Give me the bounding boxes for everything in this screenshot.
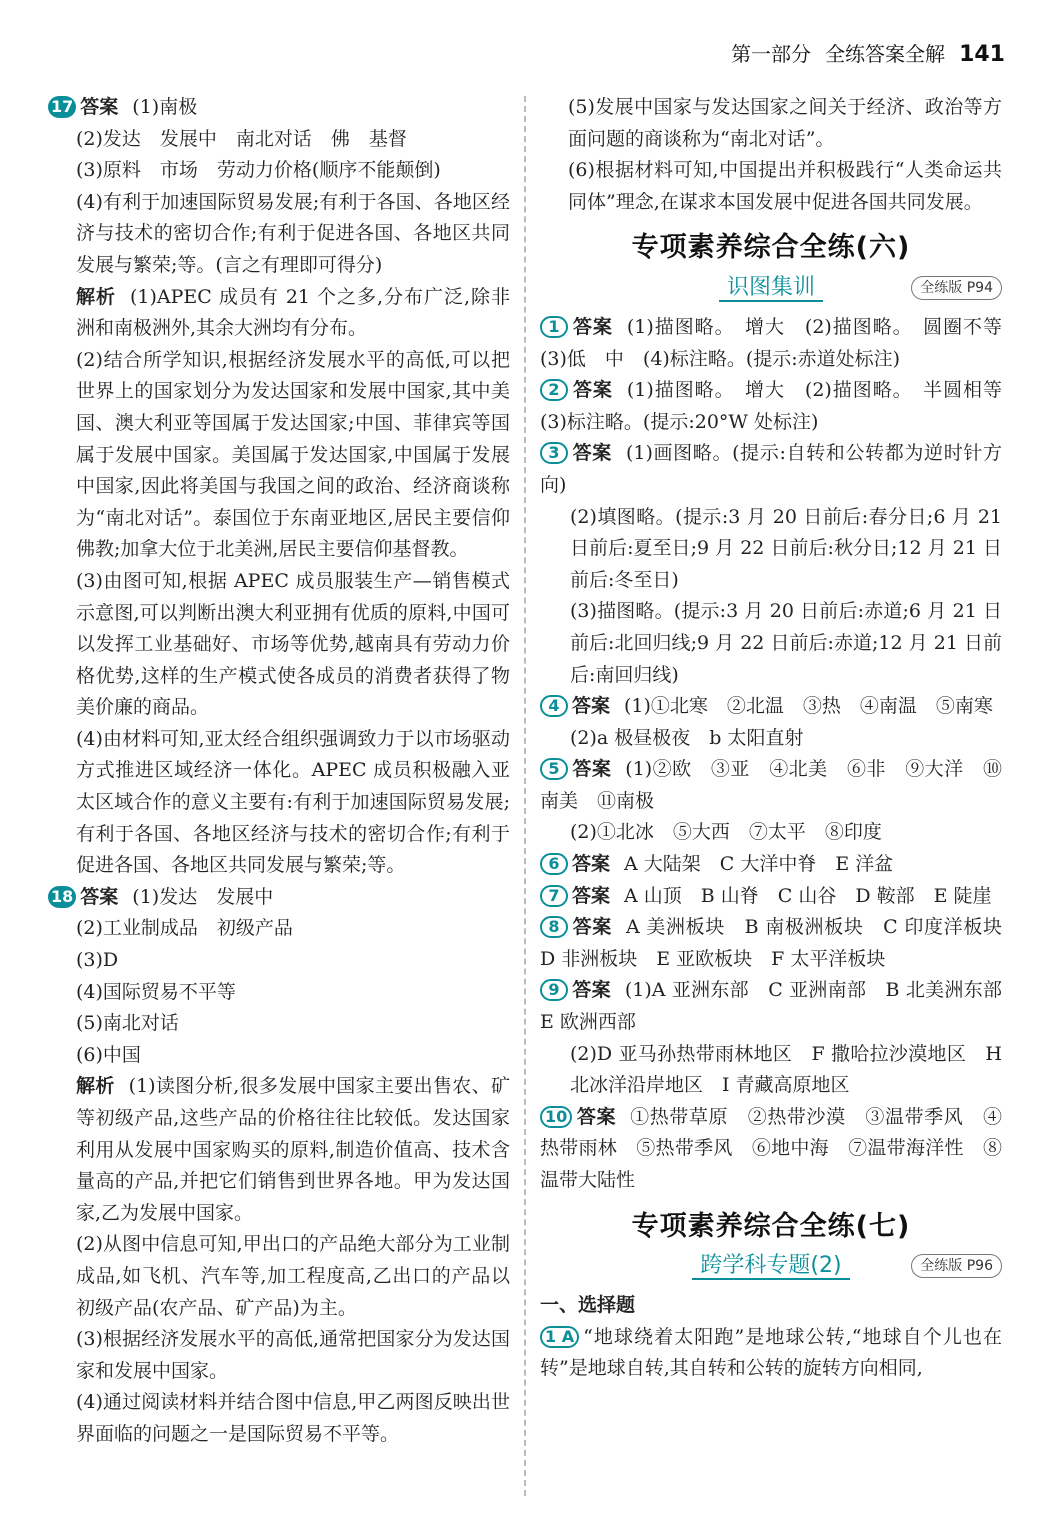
answer-line: (4)有利于加速国际贸易发展;有利于各国、各地区经济与技术的密切合作;有利于促进各国、各地区共同发展与繁荣;等。(言之有理即可得分) — [76, 190, 510, 276]
page-number: 141 — [959, 42, 1005, 67]
analysis-text: (3)由图可知,根据 APEC 成员服装生产—销售模式示意图,可以判断出澳大利亚拥有优质的原料,中国可以发挥工业基础好、市场等优势,越南具有劳动力价格优势,这样的生产模式使各成员的消费者获得了物美价廉的商品。 — [76, 569, 510, 719]
item-1 — [540, 312, 1021, 375]
section-subtitle-row — [540, 272, 1002, 308]
analysis-text: (4)由材料可知,亚太经合组织强调致力于以市场驱动方式推进区域经济一体化。APEC 成员积极融入亚太区域合作的意义主要有:有利于加速国际贸易发展;有利于各国、各地区经济与技术的密切合作;有利于促进各国、各地区共同发展与繁荣;等。 — [76, 727, 510, 877]
analysis-text: (3)根据经济发展水平的高低,通常把国家分为发达国家和发展中国家。 — [76, 1328, 510, 1382]
question-number: 10 — [540, 1106, 572, 1128]
answer-line: (5)南北对话 — [76, 1012, 179, 1035]
left-column — [48, 92, 510, 1451]
question-number: 2 — [540, 379, 568, 401]
answer-line: “地球绕着太阳跑”是地球公转,“地球自个儿也在转”是地球自转,其自转和公转的旋转方向相同, — [540, 1325, 1002, 1380]
answer-line: (1)A 亚洲东部 C 亚洲南部 B 北美洲东部 E 欧洲西部 — [540, 979, 1021, 1034]
answer-label: 答案 — [572, 853, 611, 876]
section-subtitle-row — [540, 1250, 1002, 1286]
answer-line: A 大陆架 C 大洋中脊 E 洋盆 — [624, 853, 894, 876]
question-17 — [48, 92, 510, 882]
question-number: 4 — [540, 695, 568, 717]
answer-line: (1)描图略。 增大 (2)描图略。 圆圈不等 (3)低 中 (4)标注略。(提示:赤道处标注) — [540, 315, 1021, 370]
answer-line: (1)②欧 ③亚 ④北美 ⑥非 ⑨大洋 ⑩南美 ⑪南极 — [540, 758, 1002, 812]
question-number: 5 — [540, 758, 568, 780]
section-title: 专项素养综合全练(七) — [631, 1210, 911, 1242]
answer-label: 答案 — [572, 758, 612, 781]
answer-line: (3)描图略。(提示:3 月 20 日前后:赤道;6 月 21 日前后:北回归线;9 月 22 日前后:赤道;12 月 21 日前后:南回归线) — [570, 600, 1002, 686]
answer-line: (2)发达 发展中 南北对话 佛 基督 — [76, 127, 407, 150]
section-subtitle: 识图集训 — [719, 275, 823, 302]
answer-label: 答案 — [572, 979, 611, 1002]
right-column — [540, 92, 1022, 1385]
answer-label: 答案 — [80, 885, 119, 908]
item-4 — [540, 691, 1002, 754]
analysis-label: 解析 — [76, 285, 116, 308]
answer-line: (2)D 亚马孙热带雨林地区 F 撒哈拉沙漠地区 H 北冰洋沿岸地区 I 青藏高原地区 — [570, 1042, 1002, 1097]
question-18 — [48, 882, 510, 1451]
question-number: 17 — [48, 96, 76, 118]
item-10 — [540, 1102, 1002, 1197]
answer-label: 答案 — [572, 442, 612, 465]
item-5 — [540, 754, 1002, 849]
answer-line: (1)描图略。 增大 (2)描图略。 半圆相等 (3)标注略。(提示:20°W 处标注) — [540, 379, 1021, 433]
answer-line: (1)南极 — [132, 96, 198, 118]
answer-line: A 美洲板块 B 南极洲板块 C 印度洋板块 D 非洲板块 E 亚欧板块 F 太平洋板块 — [540, 916, 1022, 970]
answer-label: 答案 — [572, 315, 613, 338]
page-header — [731, 38, 1005, 67]
analysis-text: (4)通过阅读材料并结合图中信息,甲乙两图反映出世界面临的问题之一是国际贸易不平等。 — [76, 1391, 510, 1445]
answer-line: (1)①北寒 ②北温 ③热 ④南温 ⑤南寒 — [624, 695, 993, 718]
question-number: 1 — [540, 316, 568, 338]
answer-line: (2)a 极昼极夜 b 太阳直射 — [570, 726, 804, 749]
analysis-text: (2)结合所学知识,根据经济发展水平的高低,可以把世界上的国家划分为发达国家和发展中国家,其中美国、澳大利亚等国属于发达国家;中国、菲律宾等国属于发展中国家。美国属于发达国家,中国属于发展中国家,因此将美国与我国之间的政治、经济商谈称为“南北对话”。泰国位于东南亚地区,居民主要信仰佛教;加拿大位于北美洲,居民主要信仰基督教。 — [76, 348, 510, 561]
answer-line: (3)原料 市场 劳动力价格(顺序不能颠倒) — [76, 159, 441, 182]
answer-label: 答案 — [572, 916, 612, 939]
question-number: 18 — [48, 886, 76, 908]
answer-line: (1)发达 发展中 — [132, 885, 274, 908]
part-heading: 一、选择题 — [540, 1294, 636, 1317]
item-2 — [540, 375, 1021, 438]
answer-label: 答案 — [576, 1105, 617, 1128]
answer-label: 答案 — [572, 884, 611, 907]
analysis-text: (1)APEC 成员有 21 个之多,分布广泛,除非洲和南极洲外,其余大洲均有分布。 — [76, 285, 510, 340]
answer-label: 答案 — [572, 695, 611, 718]
item-7 — [540, 881, 1002, 913]
analysis-label: 解析 — [76, 1075, 115, 1098]
answer-line: ①热带草原 ②热带沙漠 ③温带季风 ④热带雨林 ⑤热带季风 ⑥地中海 ⑦温带海洋性 ⑧温带大陆性 — [540, 1105, 1002, 1191]
section-subtitle: 跨学科专题(2) — [692, 1253, 849, 1280]
edition-tag: 全练版 P94 — [911, 276, 1002, 300]
answer-line: (1)画图略。(提示:自转和公转都为逆时针方向) — [540, 442, 1002, 496]
answer-line: A 山顶 B 山脊 C 山谷 D 鞍部 E 陡崖 — [624, 884, 992, 907]
answer-label: 答案 — [80, 96, 119, 118]
item-8 — [540, 912, 1022, 975]
question-number: 9 — [540, 979, 568, 1001]
item-3 — [540, 438, 1002, 691]
answer-line: (2)①北冰 ⑤大西 ⑦太平 ⑧印度 — [570, 821, 882, 844]
question-number: 7 — [540, 885, 568, 907]
section-title: 专项素养综合全练(六) — [631, 232, 911, 264]
column-divider — [524, 96, 526, 1496]
answer-line: (4)国际贸易不平等 — [76, 980, 236, 1003]
header-section: 第一部分 — [731, 42, 812, 66]
analysis-text: (1)读图分析,很多发展中国家主要出售农、矿等初级产品,这些产品的价格往往比较低。发达国家利用从发展中国家购买的原料,制造价值高、技术含量高的产品,并把它们销售到世界各地。甲为发达国家,乙为发展中国家。 — [76, 1075, 510, 1224]
item-9 — [540, 975, 1021, 1101]
question-number: 6 — [540, 853, 568, 875]
answer-line: (5)发展中国家与发达国家之间关于经济、政治等方面问题的商谈称为“南北对话”。 — [568, 96, 1002, 150]
edition-tag: 全练版 P96 — [911, 1254, 1002, 1278]
answer-line: (6)根据材料可知,中国提出并积极践行“人类命运共同体”理念,在谋求本国发展中促进各国共同发展。 — [568, 159, 1002, 213]
answer-label: 答案 — [572, 379, 613, 402]
item-6 — [540, 849, 1002, 881]
answer-line: (2)工业制成品 初级产品 — [76, 917, 293, 940]
question-number: 3 — [540, 442, 568, 464]
question-number: 8 — [540, 916, 568, 938]
answer-line: (3)D — [76, 949, 119, 972]
answer-line: (2)填图略。(提示:3 月 20 日前后:春分日;6 月 21 日前后:夏至日;9 月 22 日前后:秋分日;12 月 21 日前后:冬至日) — [570, 505, 1002, 591]
question-number: 1 A — [540, 1326, 579, 1348]
header-subtitle: 全练答案全解 — [825, 42, 946, 66]
analysis-text: (2)从图中信息可知,甲出口的产品绝大部分为工业制成品,如飞机、汽车等,加工程度高,乙出口的产品以初级产品(农产品、矿产品)为主。 — [76, 1233, 510, 1319]
answer-line: (6)中国 — [76, 1043, 141, 1066]
